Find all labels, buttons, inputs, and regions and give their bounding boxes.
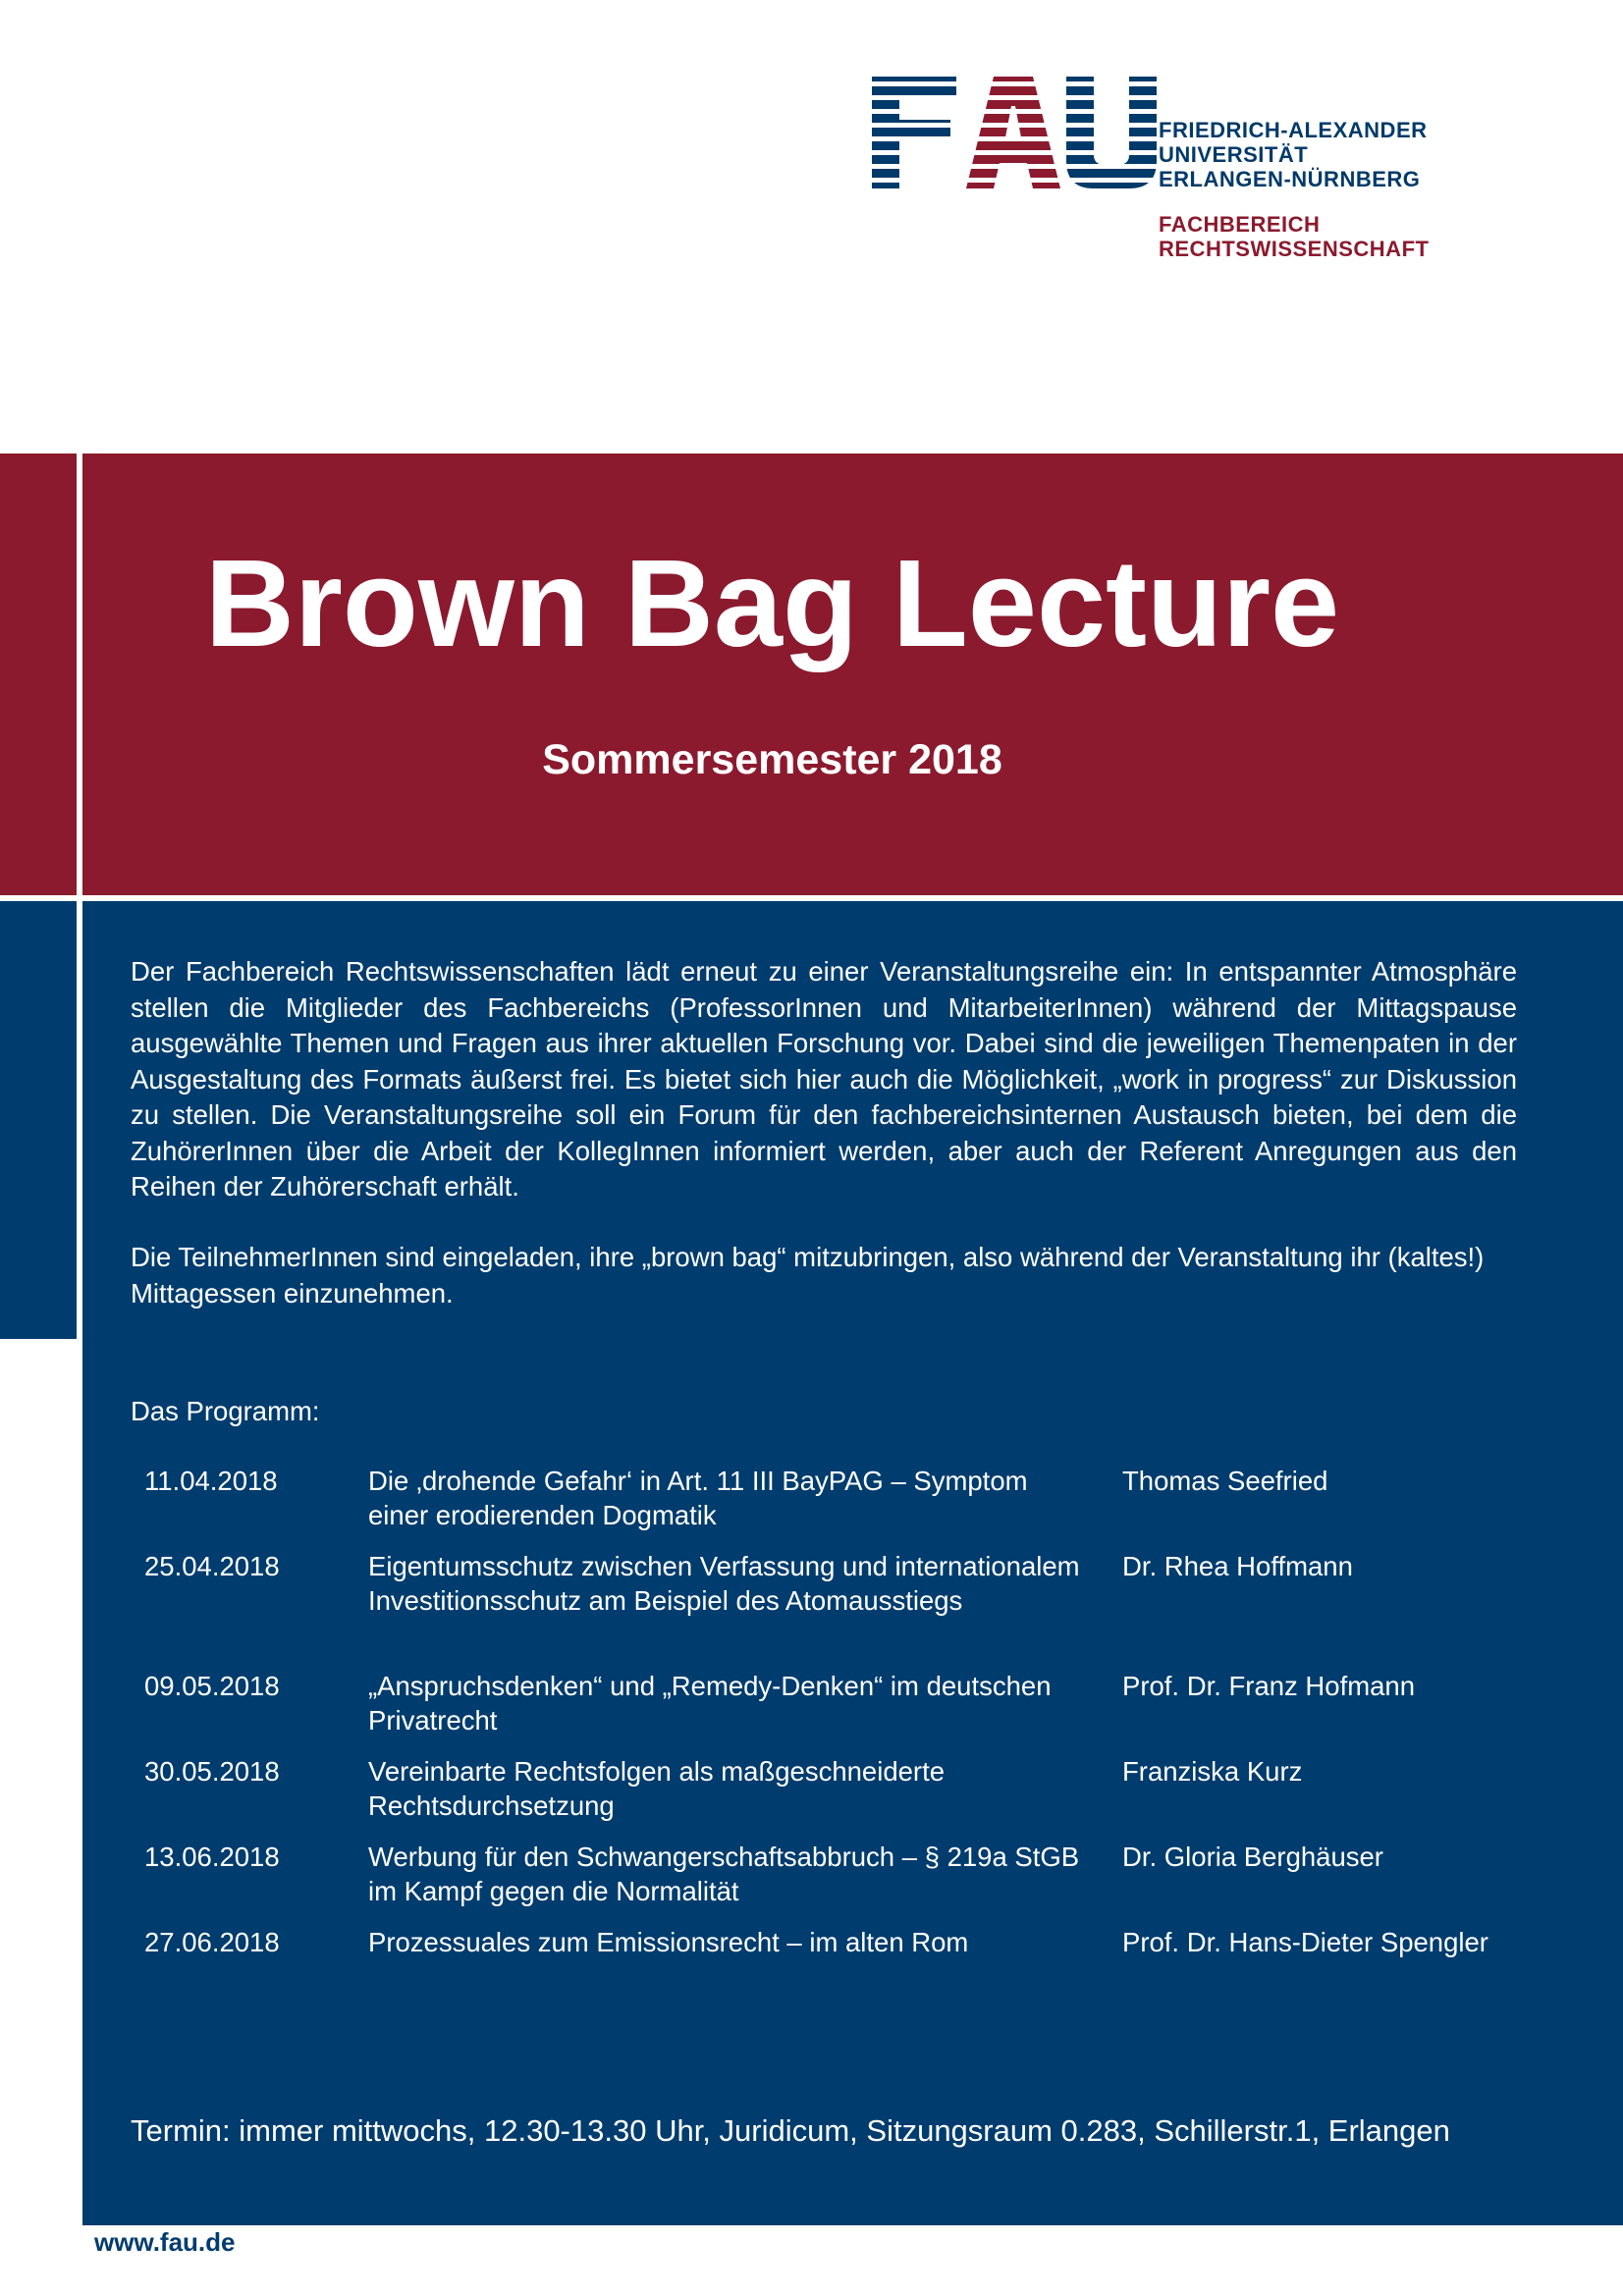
fau-wordmark-icon — [872, 60, 1147, 190]
event-schedule-note: Termin: immer mittwochs, 12.30-13.30 Uhr, Juridicum, Sitzungsraum 0.283, Schillerstr.1, Erlangen — [131, 2113, 1450, 2148]
program-speaker: Dr. Rhea Hoffmann — [1122, 1551, 1353, 1581]
page-title: Brown Bag Lecture — [204, 534, 1340, 672]
svg-text:FAU: FAU — [872, 60, 903, 77]
program-date: 11.04.2018 — [144, 1466, 278, 1496]
program-row — [144, 1754, 1519, 1840]
university-name: FRIEDRICH-ALEXANDER UNIVERSITÄT ERLANGEN-NÜRNBERG — [1159, 118, 1428, 191]
program-topic: Prozessuales zum Emissionsrecht – im alten Rom — [368, 1927, 969, 1957]
program-date: 30.05.2018 — [144, 1756, 280, 1787]
program-topic: „Anspruchsdenken“ und „Remedy-Denken“ im deutschen Privatrecht — [368, 1671, 1052, 1735]
invite-paragraph: Die TeilnehmerInnen sind eingeladen, ihre „brown bag“ mitzubringen, also während der Veranstaltung ihr (kaltes!) Mittagessen einzunehmen. — [131, 1242, 1485, 1308]
program-row — [144, 1840, 1519, 1925]
program-date: 13.06.2018 — [144, 1842, 280, 1872]
intro-paragraph: Der Fachbereich Rechtswissenschaften lädt erneut zu einer Veranstaltungsreihe ein: In entspannter Atmosphäre stellen die Mitglieder des Fachbereichs (ProfessorInnen und MitarbeiterInnen) während der Mittagspause ausgewählte Themen und Fragen aus ihrer aktuellen Forschung vor. Dabei sind die jeweiligen Themenpaten in der Ausgestaltung des Formats äußerst frei. Es bietet sich hier auch die Möglichkeit, „work in progress“ zur Diskussion zu stellen. Die Veranstaltungsreihe soll ein Forum für den fachbereichsinternen Austausch bieten, bei dem die ZuhörerInnen über die Arbeit der KollegInnen informiert werden, aber auch der Referent Anregungen aus den Reihen der Zuhörerschaft erhält. — [131, 956, 1517, 1201]
program-speaker: Thomas Seefried — [1122, 1466, 1328, 1496]
faculty-name: FACHBEREICH RECHTSWISSENSCHAFT — [1159, 212, 1430, 261]
fau-logo — [872, 60, 1461, 269]
program-speaker: Prof. Dr. Hans-Dieter Spengler — [1122, 1927, 1488, 1957]
program-table — [144, 1464, 1519, 2010]
program-label: Das Programm: — [131, 1396, 320, 1426]
website-link[interactable]: www.fau.de — [94, 2227, 236, 2257]
program-date: 27.06.2018 — [144, 1927, 280, 1957]
blue-side-block — [0, 901, 77, 1339]
program-speaker: Prof. Dr. Franz Hofmann — [1122, 1671, 1416, 1701]
program-row — [144, 1464, 1519, 1549]
program-topic: Eigentumsschutz zwischen Verfassung und internationalem Investitionsschutz am Beispiel des Atomausstiegs — [368, 1551, 1080, 1616]
program-topic: Die ‚drohende Gefahr‘ in Art. 11 III BayPAG – Symptom einer erodierenden Dogmatik — [368, 1466, 1028, 1530]
program-date: 25.04.2018 — [144, 1551, 280, 1581]
program-row — [144, 1669, 1519, 1754]
program-row — [144, 1549, 1519, 1669]
program-topic: Werbung für den Schwangerschaftsabbruch – § 219a StGB im Kampf gegen die Normalität — [368, 1842, 1080, 1906]
program-row — [144, 1925, 1519, 2010]
program-date: 09.05.2018 — [144, 1671, 280, 1701]
page-subtitle: Sommersemester 2018 — [542, 736, 1002, 783]
program-topic: Vereinbarte Rechtsfolgen als maßgeschneiderte Rechtsdurchsetzung — [368, 1756, 946, 1821]
program-speaker: Dr. Gloria Berghäuser — [1122, 1842, 1383, 1872]
program-speaker: Franziska Kurz — [1122, 1756, 1303, 1787]
